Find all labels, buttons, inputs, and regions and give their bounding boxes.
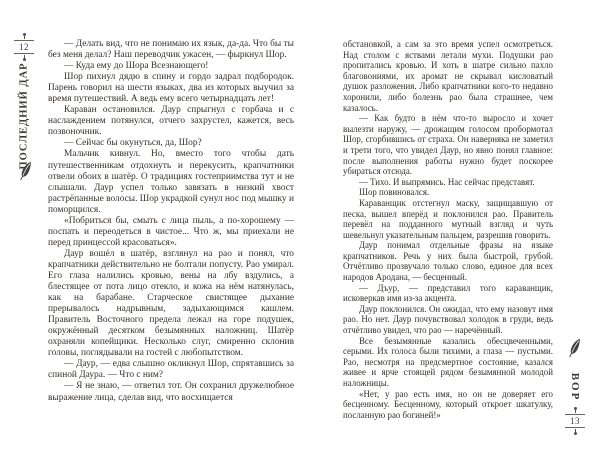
paragraph: Караван остановился. Даур спрыгнул с горбача и с наслаждением потянулся, отчего захрустел, кажется, весь позвоночник. <box>48 105 294 138</box>
ornament-rule <box>14 53 34 54</box>
ornament-tick <box>575 410 576 413</box>
quill-feather-icon <box>565 337 582 358</box>
ornament-rule <box>14 40 34 41</box>
paragraph: Даур вошёл в шатёр, взглянул на рао и понял, что крапчатники действительно не болтали попусту. Рао умирал. Его глаза налились кровью, вены на лбу вздулись, а блестящее от пота лицо отекло, и кожа на нём натянулась, как на барабане. Старческое свистящее дыхание прерывалось надрывным, задыхающимся кашлем. Правитель Восточного предела лежал на горе подушек, окружённый десятком безымянных наложниц. Шатёр охраняли копейщики. Несколько слуг, смиренно склонив головы, поглядывали на гостей с любопытством. <box>48 248 294 359</box>
left-page-body-text <box>48 39 294 404</box>
paragraph: «Нет, у рао есть имя, но он не доверяет его бесценному. Бесценному, который откроет шкатулку, посланную рао богиней!» <box>343 388 553 420</box>
book-title-vertical: ПОСЛЕДНИЙ ДАР <box>18 62 30 170</box>
right-page-body-text <box>343 39 553 420</box>
paragraph: Все безымянные казались обесцвеченными, серыми. Их голоса были тихими, а глаза — пустыми. Рао, несмотря на предсмертное состояние, казался живее и ярче стоящей рядом безымянной молодой наложницы. <box>343 335 553 388</box>
page-number: 12 <box>19 42 29 52</box>
paragraph: Даур понимал отдельные фразы на языке крапчатников. Речь у них была быстрой, грубой. Отчётливо прозвучало только слово, единое для всех народов Ародана, — бесценный. <box>343 240 553 283</box>
paragraph: — Я не знаю, — ответил тот. Он сохранил дружелюбное выражение лица, сделав вид, что восхищается <box>48 381 294 403</box>
ornament-rule <box>565 414 585 415</box>
paragraph: «Побриться бы, смыть с лица пыль, а по-хорошему — поспать и переодеться в чистое... Что ж, мы приехали не перед принцессой красоваться». <box>48 215 294 248</box>
paragraph: — Куда ему до Шора Всезнающего! <box>64 61 209 72</box>
paragraph: Мальчик кивнул. Но, вместо того чтобы дать путешественникам отдохнуть и перекусить, крапчатники отвели обоих в шатёр. О традициях гостеприимства тут и не слышали. Даур успел только завязать в низкий хвост растрёпанные волосы. Шор украдкой сунул нос под мышку и поморщился. <box>48 149 294 215</box>
paragraph: — Делать вид, что не понимаю их язык, да-да. Что бы ты без меня делал? Наш переводчик ужасен, — фыркнул Шор. <box>48 39 294 61</box>
paragraph: — Как будто в нём что-то выросло и хочет вылезти наружу, — дрожащим голосом пробормотал Шор, сгорбившись от страха. Он наверняка не заметил и трети того, что увидел Даур, но явно понял главное: после выполнения работы нужно будет поскорее убираться отсюда. <box>343 113 553 177</box>
chapter-title-vertical: ВОР <box>569 372 581 402</box>
page-number: 13 <box>570 416 580 426</box>
ornament-rule <box>565 427 585 428</box>
paragraph: Шор пихнул дядю в спину и гордо задрал подбородок. Парень говорил на шести языках, два из которых выучил за время путешествий. А ведь ему всего четырнадцать лет! <box>48 72 294 105</box>
paragraph: — Сейчас бы окунуться, да, Шор? <box>64 138 202 149</box>
ornament-dot <box>574 432 577 435</box>
ornament-tick <box>24 36 25 39</box>
paragraph: обстановкой, а сам за это время успел осмотреться. Над столом с яствами летали мухи. Подушки рао пропитались кровью. И хоть в шатре сильно пахло благовониями, их аромат не скрывал кисловатый душок разложения. Либо крапчатники кого-то недавно хоронили, либо болезнь рао была страшнее, чем казалось. <box>343 39 553 113</box>
right-page-number-ornament <box>565 407 585 435</box>
ornament-dot <box>23 58 26 61</box>
left-page-number-ornament <box>14 33 34 61</box>
paragraph: Шор повиновался. <box>359 187 430 198</box>
paragraph: — Тихо. И выпрямись. Нас сейчас представят. <box>359 176 535 187</box>
quill-feather-icon <box>16 160 33 181</box>
paragraph: — Дъур, — представил того караванщик, исковеркав имя из-за акцента. <box>343 282 553 304</box>
paragraph: — Даур, — едва слышно окликнул Шор, спрятавшись за спиной Даура. — Что с ним? <box>48 359 294 381</box>
paragraph: Даур поклонился. Он ожидал, что ему назовут имя рао. Но нет. Даур почувствовал холодок в груди, ведь отчётливо увидел, что рао — наречённый. <box>343 303 553 336</box>
paragraph: Караванщик отстегнул маску, защищавшую от песка, вышел вперёд и поклонился рао. Правитель перевёл на подданного мутный взгляд и чуть шевельнул указательным пальцем, разрешив говорить. <box>343 197 553 240</box>
